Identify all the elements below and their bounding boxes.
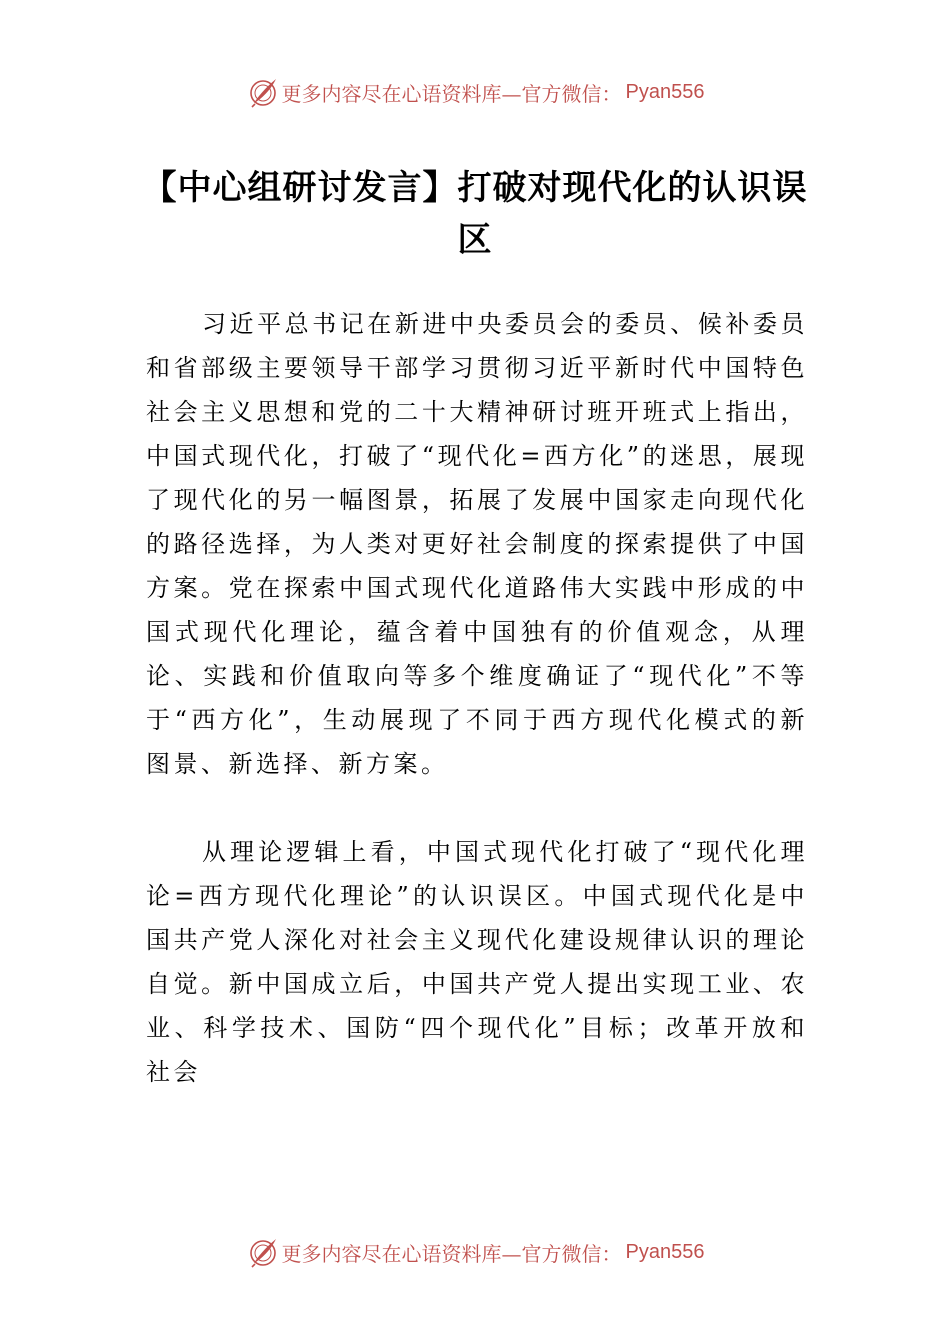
paragraph: 习近平总书记在新进中央委员会的委员、候补委员和省部级主要领导干部学习贯彻习近平新时代中国特色社会主义思想和党的二十大精神研讨班开班式上指出，中国式现代化，打破了“现代化=西方化”的迷思，展现了现代化的另一幅图景，拓展了发展中国家走向现代化的路径选择，为人类对更好社会制度的探索提供了中国方案。党在探索中国式现代化道路伟大实践中形成的中国式现代化理论，蕴含着中国独有的价值观念，从理论、实践和价值取向等多个维度确证了“现代化”不等于“西方化”，生动展现了不同于西方现代化模式的新图景、新选择、新方案。 — [146, 310, 808, 778]
header-banner — [0, 72, 950, 112]
banner-wechat-id: Pyan556 — [625, 1240, 705, 1263]
quill-pen-logo-icon — [246, 75, 280, 109]
banner-text: 更多内容尽在心语资料库—官方微信： — [281, 1241, 622, 1266]
document-title: 【中心组研讨发言】打破对现代化的认识误区 — [142, 168, 808, 260]
quill-pen-logo-icon — [246, 1235, 280, 1269]
banner-text: 更多内容尽在心语资料库—官方微信： — [281, 81, 622, 106]
footer-banner — [0, 1232, 950, 1272]
paragraph: 从理论逻辑上看，中国式现代化打破了“现代化理论=西方现代化理论”的认识误区。中国式现代化是中国共产党人深化对社会主义现代化建设规律认识的理论自觉。新中国成立后，中国共产党人提出实现工业、农业、科学技术、国防“四个现代化”目标；改革开放和社会 — [146, 838, 808, 1086]
document-body — [146, 302, 808, 1094]
banner-wechat-id: Pyan556 — [625, 80, 705, 103]
